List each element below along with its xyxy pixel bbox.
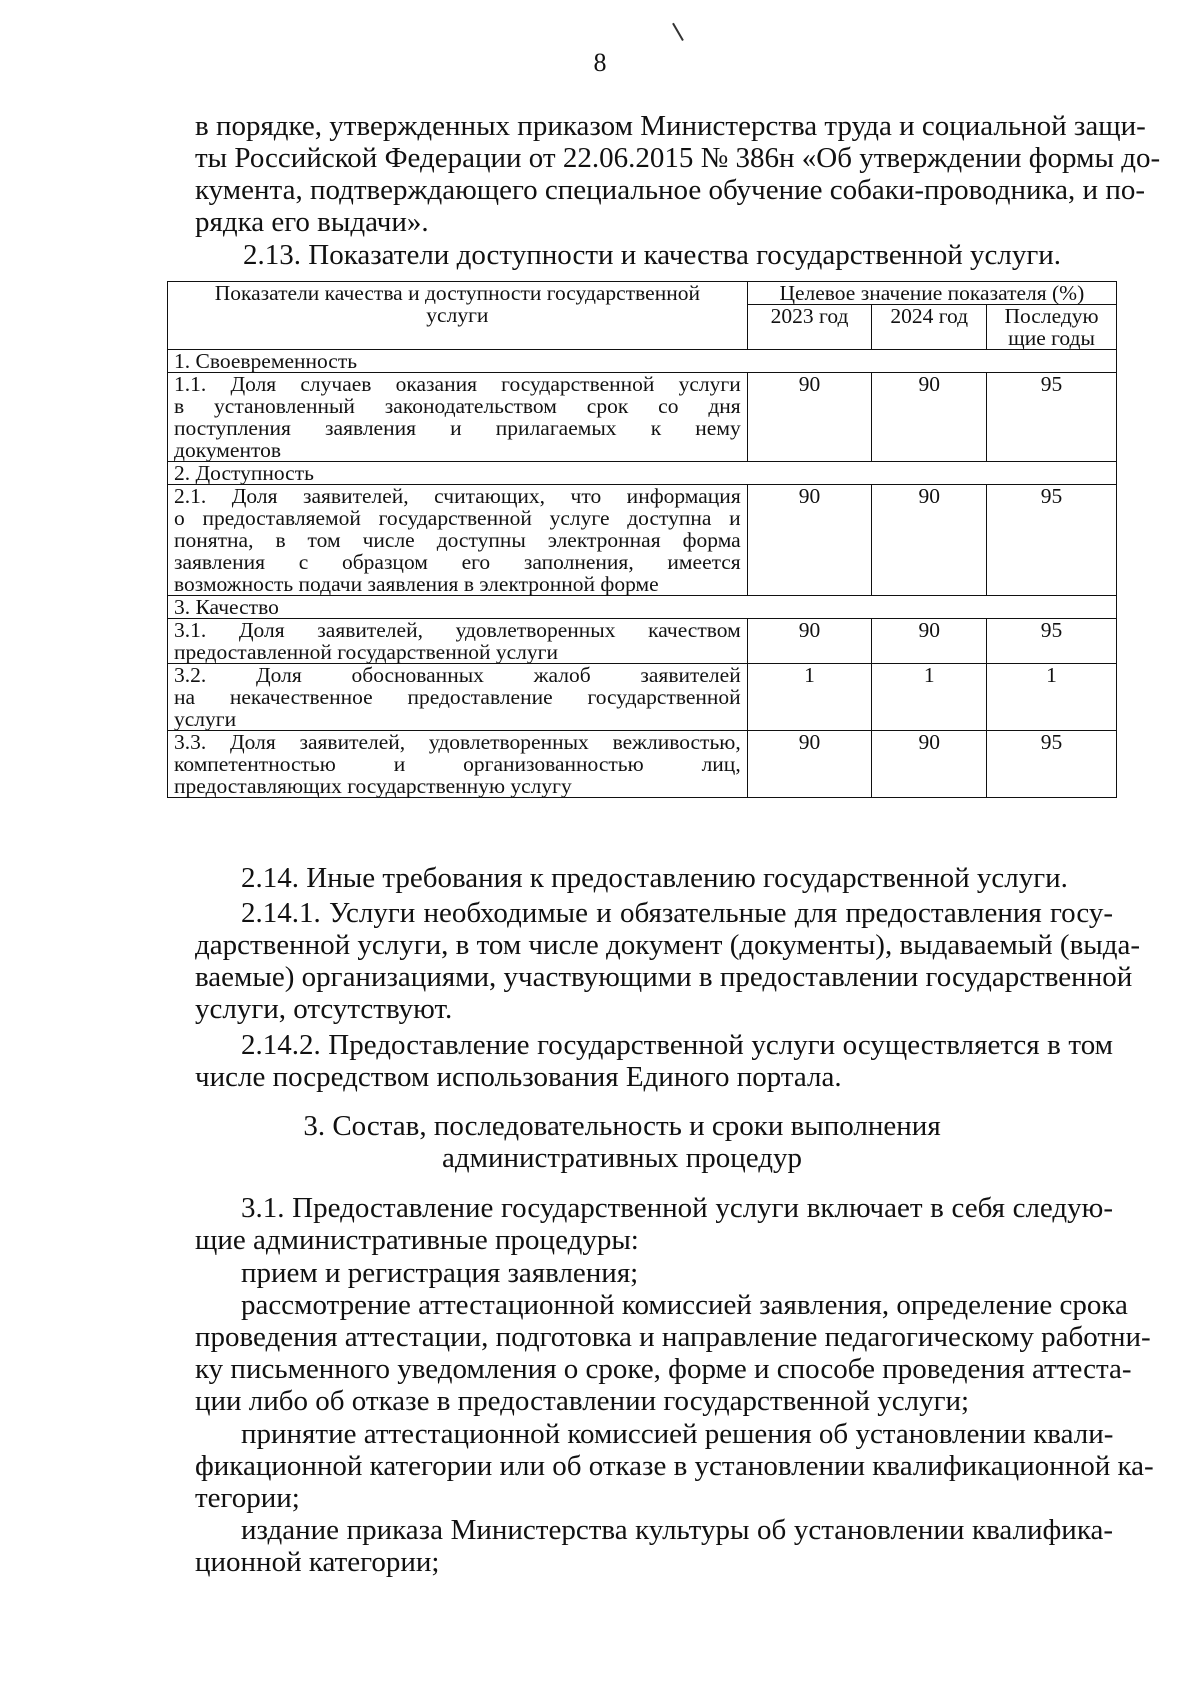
table-section-row: 2. Доступность [168,462,1117,485]
table-row [168,731,1117,798]
value-next-years: 95 [987,619,1117,664]
value-2024: 90 [872,373,987,462]
table-row [168,664,1117,731]
value-2023: 90 [747,731,872,798]
paragraph-3-1: 3.1. Предоставление государственной услуги включает в себя следую- щие административные процедуры: [195,1192,1113,1256]
scan-artifact-mark [672,23,683,41]
indicator-text: 2.1. Доля заявителей, считающих, что информация о предоставляемой государственной услуге доступна и понятна, в том числе доступны электронная форма заявления с образцом его заполнения, имеется возможность подачи заявления в электронной форме [168,485,748,596]
value-next-years: 95 [987,485,1117,596]
table-section-row: 1. Своевременность [168,350,1117,373]
table-row [168,619,1117,664]
procedure-item-2: рассмотрение аттестационной комиссией заявления, определение срока проведения аттестации, подготовка и направление педагогическому работни- ку письменного уведомления о сроке, форме и способе проведения аттеста- ции либо об отказе в предоставлении государственной услуги; [195,1289,1151,1417]
header-next-years: Последую щие годы [987,305,1117,350]
value-2023: 90 [747,485,872,596]
header-2023: 2023 год [747,305,872,350]
procedure-item-4: издание приказа Министерства культуры об установлении квалифика- ционной категории; [195,1514,1113,1578]
section-2-13-heading: 2.13. Показатели доступности и качества государственной услуги. [243,239,1062,271]
paragraph-2-14-2: 2.14.2. Предоставление государственной услуги осуществляется в том числе посредством использования Единого портала. [195,1029,1113,1093]
header-2024: 2024 год [872,305,987,350]
value-next-years: 95 [987,373,1117,462]
value-2024: 90 [872,731,987,798]
header-target-value: Целевое значение показателя (%) [747,282,1116,305]
indicator-text: 3.2. Доля обоснованных жалоб заявителей на некачественное предоставление государственной услуги [168,664,748,731]
indicator-text: 1.1. Доля случаев оказания государственной услуги в установленный законодательством срок со дня поступления заявления и прилагаемых к нему документов [168,373,748,462]
value-next-years: 95 [987,731,1117,798]
indicator-text: 3.1. Доля заявителей, удовлетворенных качеством предоставленной государственной услуги [168,619,748,664]
intro-paragraph: в порядке, утвержденных приказом Министерства труда и социальной защи- ты Российской Федерации от 22.06.2015 № 386н «Об утверждении формы до- кумента, подтверждающего специальное обучение собаки-проводника, и по- рядка его выдачи». [195,110,1161,238]
page-number: 8 [593,48,607,77]
chapter-3-title: 3. Состав, последовательность и сроки выполнения административных процедур [303,1110,941,1174]
indicators-table [167,281,1117,798]
value-2024: 90 [872,485,987,596]
section-2-14-heading: 2.14. Иные требования к предоставлению государственной услуги. [241,862,1068,894]
procedure-item-1: прием и регистрация заявления; [241,1257,639,1289]
indicator-text: 3.3. Доля заявителей, удовлетворенных вежливостью, компетентностью и организованностью лиц, предоставляющих государственную услугу [168,731,748,798]
value-2023: 90 [747,373,872,462]
table-row [168,485,1117,596]
procedure-item-3: принятие аттестационной комиссией решения об установлении квали- фикационной категории или об отказе в установлении квалификационной ка- тегории; [195,1418,1154,1514]
table-row [168,373,1117,462]
value-2024: 90 [872,619,987,664]
paragraph-2-14-1: 2.14.1. Услуги необходимые и обязательные для предоставления госу- дарственной услуги, в том числе документ (документы), выдаваемый (выда- ваемые) организациями, участвующими в предоставлении государственной услуги, отсутствуют. [195,897,1141,1025]
value-2024: 1 [872,664,987,731]
table-section-row: 3. Качество [168,596,1117,619]
value-next-years: 1 [987,664,1117,731]
value-2023: 1 [747,664,872,731]
header-indicator: Показатели качества и доступности государственной услуги [168,282,748,350]
value-2023: 90 [747,619,872,664]
